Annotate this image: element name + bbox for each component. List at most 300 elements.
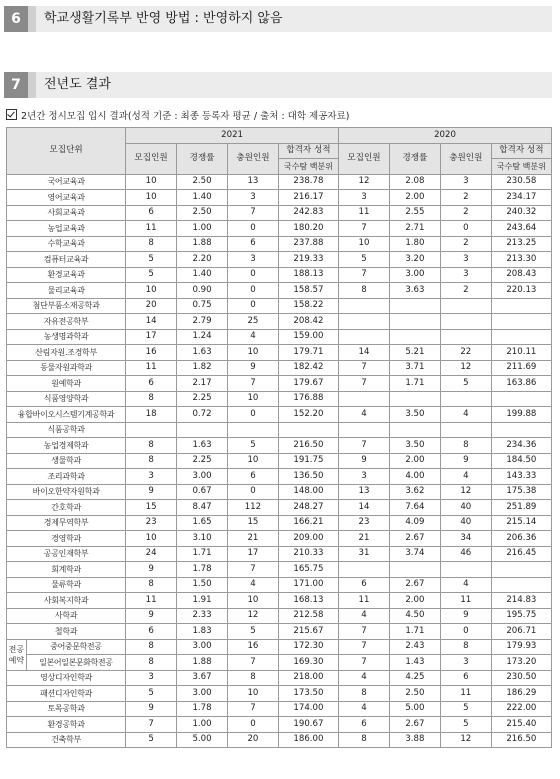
competition-cell: 2.50 (389, 686, 440, 702)
competition-cell: 3.62 (389, 484, 440, 500)
table-row (7, 469, 552, 485)
admission-results-table (6, 127, 552, 748)
score-cell: 199.88 (491, 407, 551, 423)
score-cell: 209.00 (278, 531, 338, 547)
unit-name: 사회복지학과 (7, 593, 126, 609)
score-cell: 216.45 (491, 546, 551, 562)
additional-cell: 12 (227, 608, 278, 624)
unit-name: 경제무역학부 (7, 515, 126, 531)
table-row (7, 329, 552, 345)
score-cell: 212.58 (278, 608, 338, 624)
quota-cell: 15 (126, 500, 177, 516)
score-cell: 215.40 (491, 717, 551, 733)
unit-name: 건축학부 (7, 732, 126, 748)
competition-cell (389, 298, 440, 314)
section-6-header (4, 6, 552, 32)
quota-cell: 10 (126, 283, 177, 299)
table-row (7, 717, 552, 733)
table-row (7, 407, 552, 423)
competition-cell: 2.17 (177, 376, 228, 392)
competition-cell: 0.72 (177, 407, 228, 423)
score-cell (491, 577, 551, 593)
additional-cell: 4 (440, 577, 491, 593)
score-cell: 173.50 (278, 686, 338, 702)
score-cell: 230.50 (491, 670, 551, 686)
additional-cell: 12 (440, 732, 491, 748)
competition-cell: 1.43 (389, 655, 440, 671)
table-row (7, 236, 552, 252)
additional-cell: 3 (227, 252, 278, 268)
score-cell (491, 329, 551, 345)
competition-cell: 3.20 (389, 252, 440, 268)
quota-cell: 7 (339, 655, 390, 671)
score-cell: 143.33 (491, 469, 551, 485)
additional-cell: 0 (227, 283, 278, 299)
unit-name: 융합바이오시스템기계공학과 (7, 407, 126, 423)
header-score: 합격자 성적 (491, 143, 551, 159)
additional-cell: 112 (227, 500, 278, 516)
score-cell (278, 422, 338, 438)
additional-cell: 9 (440, 608, 491, 624)
additional-cell: 10 (227, 391, 278, 407)
table-row (7, 686, 552, 702)
header-year-2021: 2021 (126, 128, 339, 144)
section-tab-decoration (28, 6, 36, 32)
additional-cell: 10 (227, 345, 278, 361)
competition-cell: 2.00 (389, 190, 440, 206)
score-cell: 168.13 (278, 593, 338, 609)
competition-cell: 2.50 (177, 205, 228, 221)
table-row (7, 252, 552, 268)
score-cell: 186.00 (278, 732, 338, 748)
header-score-sub: 국수탐 백분위 (278, 159, 338, 175)
unit-name: 물류학과 (7, 577, 126, 593)
score-cell: 220.13 (491, 283, 551, 299)
score-cell: 136.50 (278, 469, 338, 485)
additional-cell: 5 (440, 717, 491, 733)
quota-cell (339, 422, 390, 438)
section-number: 7 (4, 72, 28, 98)
quota-cell: 8 (126, 655, 177, 671)
quota-cell: 16 (126, 345, 177, 361)
competition-cell: 1.80 (389, 236, 440, 252)
quota-cell: 3 (339, 469, 390, 485)
additional-cell (440, 314, 491, 330)
competition-cell: 1.78 (177, 562, 228, 578)
header-competition: 경쟁률 (177, 143, 228, 174)
additional-cell: 0 (440, 624, 491, 640)
competition-cell: 3.88 (389, 732, 440, 748)
quota-cell: 6 (126, 376, 177, 392)
table-row (7, 205, 552, 221)
table-row (7, 515, 552, 531)
unit-name: 중어중문학전공 (26, 639, 126, 655)
competition-cell: 1.24 (177, 329, 228, 345)
score-cell: 210.11 (491, 345, 551, 361)
unit-name: 자유전공학부 (7, 314, 126, 330)
additional-cell (227, 422, 278, 438)
header-competition: 경쟁률 (389, 143, 440, 174)
table-row (7, 376, 552, 392)
quota-cell: 8 (126, 236, 177, 252)
score-cell: 148.00 (278, 484, 338, 500)
quota-cell: 8 (126, 577, 177, 593)
additional-cell: 0 (227, 484, 278, 500)
score-cell: 190.67 (278, 717, 338, 733)
competition-cell: 5.00 (177, 732, 228, 748)
score-cell: 248.27 (278, 500, 338, 516)
score-cell: 175.38 (491, 484, 551, 500)
quota-cell: 9 (126, 484, 177, 500)
score-cell: 173.20 (491, 655, 551, 671)
additional-cell: 3 (227, 190, 278, 206)
additional-cell: 3 (440, 174, 491, 190)
quota-cell (339, 391, 390, 407)
score-cell: 213.25 (491, 236, 551, 252)
competition-cell: 2.71 (389, 221, 440, 237)
table-row (7, 221, 552, 237)
unit-name: 첨단부품소재공학과 (7, 298, 126, 314)
additional-cell: 21 (227, 531, 278, 547)
competition-cell (389, 422, 440, 438)
additional-cell: 4 (227, 329, 278, 345)
table-row (7, 593, 552, 609)
quota-cell: 11 (126, 360, 177, 376)
additional-cell: 7 (227, 562, 278, 578)
header-quota: 모집인원 (126, 143, 177, 174)
quota-cell: 7 (126, 717, 177, 733)
competition-cell: 7.64 (389, 500, 440, 516)
quota-cell: 20 (126, 298, 177, 314)
additional-cell (440, 422, 491, 438)
unit-name: 원예학과 (7, 376, 126, 392)
header-additional: 충원인원 (440, 143, 491, 174)
additional-cell (440, 391, 491, 407)
quota-cell: 10 (126, 531, 177, 547)
table-row (7, 670, 552, 686)
competition-cell: 3.00 (177, 469, 228, 485)
unit-name: 농업경제학과 (7, 438, 126, 454)
additional-cell: 5 (227, 624, 278, 640)
competition-cell: 3.74 (389, 546, 440, 562)
quota-cell: 14 (339, 345, 390, 361)
quota-cell: 8 (126, 391, 177, 407)
additional-cell: 2 (440, 283, 491, 299)
competition-cell: 5.00 (389, 701, 440, 717)
quota-cell: 3 (339, 190, 390, 206)
additional-cell: 0 (227, 298, 278, 314)
unit-name: 토목공학과 (7, 701, 126, 717)
table-row (7, 314, 552, 330)
quota-cell: 8 (339, 732, 390, 748)
quota-cell: 4 (339, 407, 390, 423)
table-caption (6, 109, 349, 124)
unit-name: 회계학과 (7, 562, 126, 578)
competition-cell: 2.55 (389, 205, 440, 221)
header-unit: 모집단위 (7, 128, 126, 175)
score-cell: 211.69 (491, 360, 551, 376)
quota-cell: 12 (339, 174, 390, 190)
quota-cell: 8 (126, 639, 177, 655)
score-cell: 179.67 (278, 376, 338, 392)
score-cell: 214.83 (491, 593, 551, 609)
quota-cell: 7 (339, 438, 390, 454)
additional-cell: 12 (440, 484, 491, 500)
score-cell: 219.33 (278, 252, 338, 268)
additional-cell: 3 (440, 252, 491, 268)
quota-cell: 11 (126, 593, 177, 609)
additional-cell: 8 (440, 639, 491, 655)
table-row (7, 655, 552, 671)
score-cell: 216.17 (278, 190, 338, 206)
quota-cell: 4 (339, 670, 390, 686)
score-cell: 216.50 (278, 438, 338, 454)
additional-cell: 10 (227, 593, 278, 609)
score-cell: 166.21 (278, 515, 338, 531)
quota-cell: 14 (126, 314, 177, 330)
score-cell: 234.17 (491, 190, 551, 206)
quota-cell: 18 (126, 407, 177, 423)
competition-cell: 1.63 (177, 345, 228, 361)
quota-cell: 3 (126, 670, 177, 686)
score-cell (491, 422, 551, 438)
table-row (7, 500, 552, 516)
additional-cell (440, 298, 491, 314)
additional-cell: 11 (440, 593, 491, 609)
additional-cell: 12 (440, 360, 491, 376)
additional-cell: 17 (227, 546, 278, 562)
checkbox-icon (6, 109, 17, 120)
quota-cell: 8 (339, 686, 390, 702)
quota-cell (339, 562, 390, 578)
quota-cell: 17 (126, 329, 177, 345)
score-cell: 243.64 (491, 221, 551, 237)
competition-cell: 3.00 (177, 686, 228, 702)
score-cell: 174.00 (278, 701, 338, 717)
additional-cell: 11 (440, 686, 491, 702)
competition-cell: 2.33 (177, 608, 228, 624)
quota-cell: 14 (339, 500, 390, 516)
quota-cell: 6 (339, 717, 390, 733)
unit-name: 철학과 (7, 624, 126, 640)
competition-cell: 2.79 (177, 314, 228, 330)
quota-cell: 4 (339, 608, 390, 624)
additional-cell: 8 (227, 670, 278, 686)
quota-cell: 6 (339, 577, 390, 593)
competition-cell (389, 391, 440, 407)
unit-name: 경영학과 (7, 531, 126, 547)
unit-name: 국어교육과 (7, 174, 126, 190)
competition-cell: 4.09 (389, 515, 440, 531)
competition-cell (389, 562, 440, 578)
competition-cell: 2.43 (389, 639, 440, 655)
competition-cell: 2.08 (389, 174, 440, 190)
quota-cell: 5 (339, 252, 390, 268)
quota-cell: 10 (339, 236, 390, 252)
unit-name: 식품영양학과 (7, 391, 126, 407)
competition-cell: 0.90 (177, 283, 228, 299)
quota-cell: 7 (339, 360, 390, 376)
header-score: 합격자 성적 (278, 143, 338, 159)
table-row (7, 190, 552, 206)
score-cell: 158.22 (278, 298, 338, 314)
additional-cell: 7 (227, 655, 278, 671)
score-cell: 169.30 (278, 655, 338, 671)
competition-cell: 1.82 (177, 360, 228, 376)
additional-cell: 2 (440, 205, 491, 221)
score-cell: 171.00 (278, 577, 338, 593)
quota-cell: 3 (126, 469, 177, 485)
caption-text: 2년간 정시모집 입시 결과(성적 기준 : 최종 등록자 평균 / 출처 : 대학 제공자료) (21, 111, 350, 122)
table-row (7, 345, 552, 361)
section-title: 학교생활기록부 반영 방법 : 반영하지 않음 (44, 11, 283, 26)
competition-cell: 4.00 (389, 469, 440, 485)
competition-cell: 1.40 (177, 190, 228, 206)
table-row (7, 267, 552, 283)
score-cell: 163.86 (491, 376, 551, 392)
score-cell: 242.83 (278, 205, 338, 221)
quota-cell: 5 (126, 732, 177, 748)
unit-name: 식품공학과 (7, 422, 126, 438)
competition-cell: 1.78 (177, 701, 228, 717)
additional-cell: 9 (440, 453, 491, 469)
competition-cell (389, 314, 440, 330)
competition-cell: 2.50 (177, 174, 228, 190)
score-cell: 180.20 (278, 221, 338, 237)
competition-cell: 5.21 (389, 345, 440, 361)
table-row (7, 639, 552, 655)
unit-name: 생물학과 (7, 453, 126, 469)
competition-cell: 1.71 (177, 546, 228, 562)
header-additional: 충원인원 (227, 143, 278, 174)
quota-cell: 21 (339, 531, 390, 547)
unit-name: 환경교육과 (7, 267, 126, 283)
additional-cell (440, 329, 491, 345)
competition-cell: 3.67 (177, 670, 228, 686)
quota-cell: 6 (126, 205, 177, 221)
table-row (7, 562, 552, 578)
header-quota: 모집인원 (339, 143, 390, 174)
score-cell: 230.58 (491, 174, 551, 190)
score-cell: 208.43 (491, 267, 551, 283)
quota-cell: 23 (126, 515, 177, 531)
competition-cell: 1.83 (177, 624, 228, 640)
score-cell: 234.36 (491, 438, 551, 454)
additional-cell: 0 (227, 407, 278, 423)
competition-cell: 2.25 (177, 453, 228, 469)
quota-cell: 11 (339, 205, 390, 221)
competition-cell: 2.25 (177, 391, 228, 407)
score-cell: 216.50 (491, 732, 551, 748)
table-row (7, 283, 552, 299)
quota-cell: 7 (339, 639, 390, 655)
additional-cell: 25 (227, 314, 278, 330)
additional-cell: 10 (227, 453, 278, 469)
group-label-major-reserved: 전공예약 (7, 639, 27, 670)
table-row (7, 608, 552, 624)
unit-name: 영어교육과 (7, 190, 126, 206)
score-cell: 188.13 (278, 267, 338, 283)
table-row (7, 360, 552, 376)
table-row (7, 298, 552, 314)
competition-cell: 2.67 (389, 577, 440, 593)
additional-cell: 2 (440, 190, 491, 206)
score-cell: 172.30 (278, 639, 338, 655)
additional-cell: 20 (227, 732, 278, 748)
competition-cell: 0.75 (177, 298, 228, 314)
unit-name: 컴퓨터교육과 (7, 252, 126, 268)
additional-cell: 22 (440, 345, 491, 361)
competition-cell: 4.25 (389, 670, 440, 686)
quota-cell (126, 422, 177, 438)
competition-cell (177, 422, 228, 438)
additional-cell: 4 (440, 469, 491, 485)
additional-cell: 9 (227, 360, 278, 376)
quota-cell: 8 (339, 283, 390, 299)
score-cell (491, 314, 551, 330)
score-cell (491, 391, 551, 407)
quota-cell: 10 (126, 174, 177, 190)
score-cell: 222.00 (491, 701, 551, 717)
unit-name: 농업교육과 (7, 221, 126, 237)
additional-cell: 4 (227, 577, 278, 593)
unit-name: 조리과학과 (7, 469, 126, 485)
quota-cell: 9 (126, 701, 177, 717)
competition-cell: 1.88 (177, 655, 228, 671)
additional-cell: 6 (227, 469, 278, 485)
table-row (7, 732, 552, 748)
quota-cell: 5 (126, 267, 177, 283)
quota-cell: 8 (126, 453, 177, 469)
competition-cell: 2.67 (389, 531, 440, 547)
additional-cell: 2 (440, 236, 491, 252)
additional-cell: 4 (440, 407, 491, 423)
additional-cell: 40 (440, 500, 491, 516)
quota-cell: 13 (339, 484, 390, 500)
score-cell: 186.29 (491, 686, 551, 702)
additional-cell: 16 (227, 639, 278, 655)
competition-cell: 2.00 (389, 593, 440, 609)
unit-name: 사학과 (7, 608, 126, 624)
score-cell: 159.00 (278, 329, 338, 345)
unit-name: 패션디자인학과 (7, 686, 126, 702)
additional-cell: 6 (440, 670, 491, 686)
score-cell: 176.88 (278, 391, 338, 407)
unit-name: 농생명과학과 (7, 329, 126, 345)
section-number: 6 (4, 6, 28, 32)
competition-cell: 1.40 (177, 267, 228, 283)
unit-name: 사회교육과 (7, 205, 126, 221)
score-cell (491, 562, 551, 578)
score-cell: 251.89 (491, 500, 551, 516)
table-row (7, 577, 552, 593)
additional-cell: 0 (440, 221, 491, 237)
competition-cell: 8.47 (177, 500, 228, 516)
additional-cell: 15 (227, 515, 278, 531)
competition-cell: 1.00 (177, 717, 228, 733)
quota-cell: 5 (126, 686, 177, 702)
section-tab-decoration (28, 72, 36, 98)
quota-cell: 11 (339, 593, 390, 609)
competition-cell: 1.71 (389, 624, 440, 640)
score-cell: 158.57 (278, 283, 338, 299)
table-row (7, 546, 552, 562)
competition-cell: 1.63 (177, 438, 228, 454)
additional-cell (440, 562, 491, 578)
quota-cell: 4 (339, 701, 390, 717)
table-row (7, 453, 552, 469)
section-title: 전년도 결과 (44, 77, 111, 92)
